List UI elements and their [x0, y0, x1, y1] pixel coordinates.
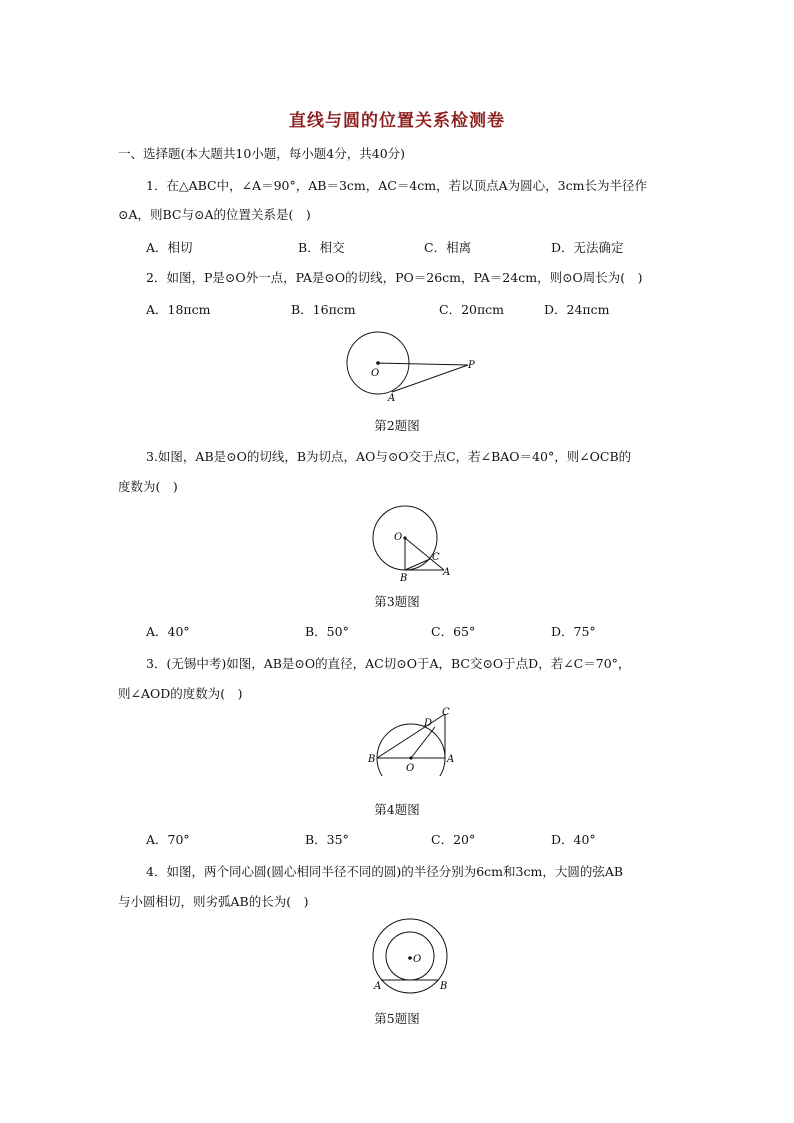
q1-option-d: D．无法确定 — [551, 240, 624, 255]
q4-figure — [364, 706, 464, 776]
q2-caption: 第2题图 — [374, 418, 420, 433]
q5-label-b: B — [440, 981, 448, 992]
q2-label-p: P — [468, 360, 475, 371]
q4-label-b: B — [368, 754, 376, 765]
q2-stem: 2．如图，P是⊙O外一点，PA是⊙O的切线，PO＝26cm，PA＝24cm，则⊙O周长为( ) — [146, 270, 643, 285]
q5-stem-line1: 4．如图，两个同心圆(圆心相同半径不同的圆)的半径分别为6cm和3cm，大圆的弦AB — [146, 864, 624, 879]
q4-stem-line2: 则∠AOD的度数为( ) — [118, 686, 243, 701]
page-title: 直线与圆的位置关系检测卷 — [289, 111, 505, 131]
q3-stem-line1: 3.如图，AB是⊙O的切线，B为切点，AO与⊙O交于点C，若∠BAO＝40°，则∠OCB的 — [146, 449, 632, 464]
q2-label-a: A — [388, 393, 396, 404]
q5-caption: 第5题图 — [374, 1011, 420, 1026]
q1-option-b: B．相交 — [298, 240, 345, 255]
q2-label-o: O — [371, 368, 380, 379]
q2-figure — [340, 330, 490, 404]
q2-option-d: D．24πcm — [544, 302, 610, 317]
q4-label-c: C — [442, 707, 450, 718]
q3-stem-line2: 度数为( ) — [118, 479, 178, 494]
q2-option-a: A．18πcm — [146, 302, 211, 317]
q3-label-a: A — [443, 567, 451, 578]
q1-option-c: C．相离 — [424, 240, 472, 255]
q4-caption: 第4题图 — [374, 802, 420, 817]
q4-label-o: O — [406, 763, 415, 774]
q4-option-d: D．40° — [551, 832, 596, 847]
q3-figure — [368, 504, 454, 584]
q2-option-c: C．20πcm — [439, 302, 505, 317]
q3-option-d: D．75° — [551, 624, 596, 639]
q4-stem-line1: 3．(无锡中考)如图，AB是⊙O的直径，AC切⊙O于A，BC交⊙O于点D，若∠C＝70°， — [146, 656, 631, 671]
q5-figure — [368, 918, 458, 996]
q4-option-a: A．70° — [146, 832, 190, 847]
q5-label-a: A — [374, 981, 382, 992]
q4-option-c: C．20° — [431, 832, 476, 847]
q1-stem-line1: 1．在△ABC中，∠A＝90°，AB＝3cm，AC＝4cm，若以顶点A为圆心，3cm长为半径作 — [146, 178, 647, 193]
q1-option-a: A．相切 — [146, 240, 193, 255]
q5-label-o: O — [413, 954, 422, 965]
q3-label-o: O — [394, 532, 403, 543]
q3-label-b: B — [400, 573, 408, 584]
q4-label-d: D — [424, 718, 433, 729]
q2-option-b: B．16πcm — [291, 302, 356, 317]
q3-option-c: C．65° — [431, 624, 476, 639]
q5-stem-line2: 与小圆相切，则劣弧AB的长为( ) — [118, 894, 309, 909]
q3-option-a: A．40° — [146, 624, 190, 639]
q3-option-b: B．50° — [305, 624, 349, 639]
q4-option-b: B．35° — [305, 832, 349, 847]
section-heading: 一、选择题(本大题共10小题，每小题4分，共40分) — [118, 146, 406, 161]
q1-stem-line2: ⊙A，则BC与⊙A的位置关系是( ) — [118, 207, 311, 222]
q3-label-c: C — [432, 552, 440, 563]
q3-caption: 第3题图 — [374, 594, 420, 609]
q4-label-a: A — [447, 754, 455, 765]
